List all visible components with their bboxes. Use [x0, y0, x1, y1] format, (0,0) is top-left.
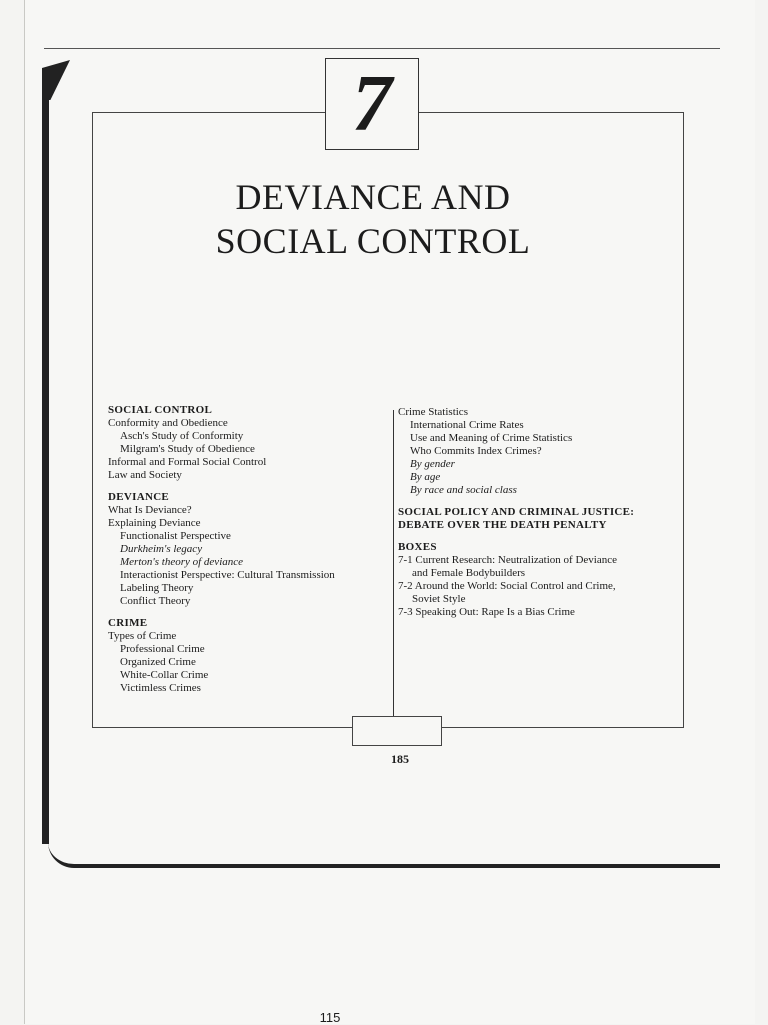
toc-entry: Conformity and Obedience [108, 417, 228, 429]
toc-entry: Durkheim's legacy [120, 543, 203, 555]
toc-entry: Interactionist Perspective: Cultural Transmission [120, 569, 335, 581]
toc-entry: International Crime Rates [410, 419, 524, 431]
section-heading-boxes: BOXES [398, 541, 437, 553]
page-number: 185 [391, 752, 409, 766]
section-heading-crime: CRIME [108, 617, 148, 629]
toc-entry: By age [410, 471, 441, 483]
column-divider [393, 410, 394, 716]
toc-entry: Crime Statistics [398, 406, 468, 418]
toc-entry: Types of Crime [108, 630, 177, 642]
toc-entry: 7-1 Current Research: Neutralization of Deviance [398, 554, 617, 566]
chapter-number-box [325, 58, 419, 150]
toc-entry: Milgram's Study of Obedience [120, 443, 255, 455]
right-column [398, 406, 678, 619]
toc-entry: Who Commits Index Crimes? [410, 445, 542, 457]
section-heading-deviance: DEVIANCE [108, 491, 170, 503]
toc-entry: Organized Crime [120, 656, 196, 668]
toc-entry: 7-3 Speaking Out: Rape Is a Bias Crime [398, 606, 575, 618]
section-heading-social-policy-line2: DEBATE OVER THE DEATH PENALTY [398, 519, 607, 531]
left-column [108, 404, 388, 695]
scan-page-number: 115 [319, 1010, 341, 1025]
chapter-title [100, 175, 646, 263]
toc-entry: and Female Bodybuilders [412, 567, 526, 579]
toc-entry: 7-2 Around the World: Social Control and Crime, [398, 580, 616, 592]
toc-entry: White-Collar Crime [120, 669, 209, 681]
toc-entry: Asch's Study of Conformity [120, 430, 244, 442]
section-heading-social-policy: SOCIAL POLICY AND CRIMINAL JUSTICE: [398, 506, 635, 518]
chapter-number: 7 [352, 60, 392, 148]
toc-entry: What Is Deviance? [108, 504, 192, 516]
toc-entry: Conflict Theory [120, 595, 191, 607]
toc-entry: Functionalist Perspective [120, 530, 231, 542]
toc-entry: By race and social class [410, 484, 517, 496]
toc-entry: Soviet Style [412, 593, 466, 605]
toc-entry: Labeling Theory [120, 582, 194, 594]
toc-entry: Professional Crime [120, 643, 205, 655]
chapter-title-line1: DEVIANCE AND [235, 177, 511, 217]
chapter-title-line2: SOCIAL CONTROL [215, 221, 531, 261]
toc-entry: Merton's theory of deviance [120, 556, 244, 568]
bottom-tab [352, 716, 442, 746]
toc-entry: Law and Society [108, 469, 182, 481]
toc-entry: Informal and Formal Social Control [108, 456, 267, 468]
toc-entry: Use and Meaning of Crime Statistics [410, 432, 573, 444]
toc-entry: By gender [410, 458, 455, 470]
toc-entry: Explaining Deviance [108, 517, 201, 529]
section-heading-social-control: SOCIAL CONTROL [108, 404, 213, 416]
toc-entry: Victimless Crimes [120, 682, 201, 694]
outer-frame-bottom [48, 842, 720, 868]
outer-frame-left-bar [42, 72, 49, 844]
